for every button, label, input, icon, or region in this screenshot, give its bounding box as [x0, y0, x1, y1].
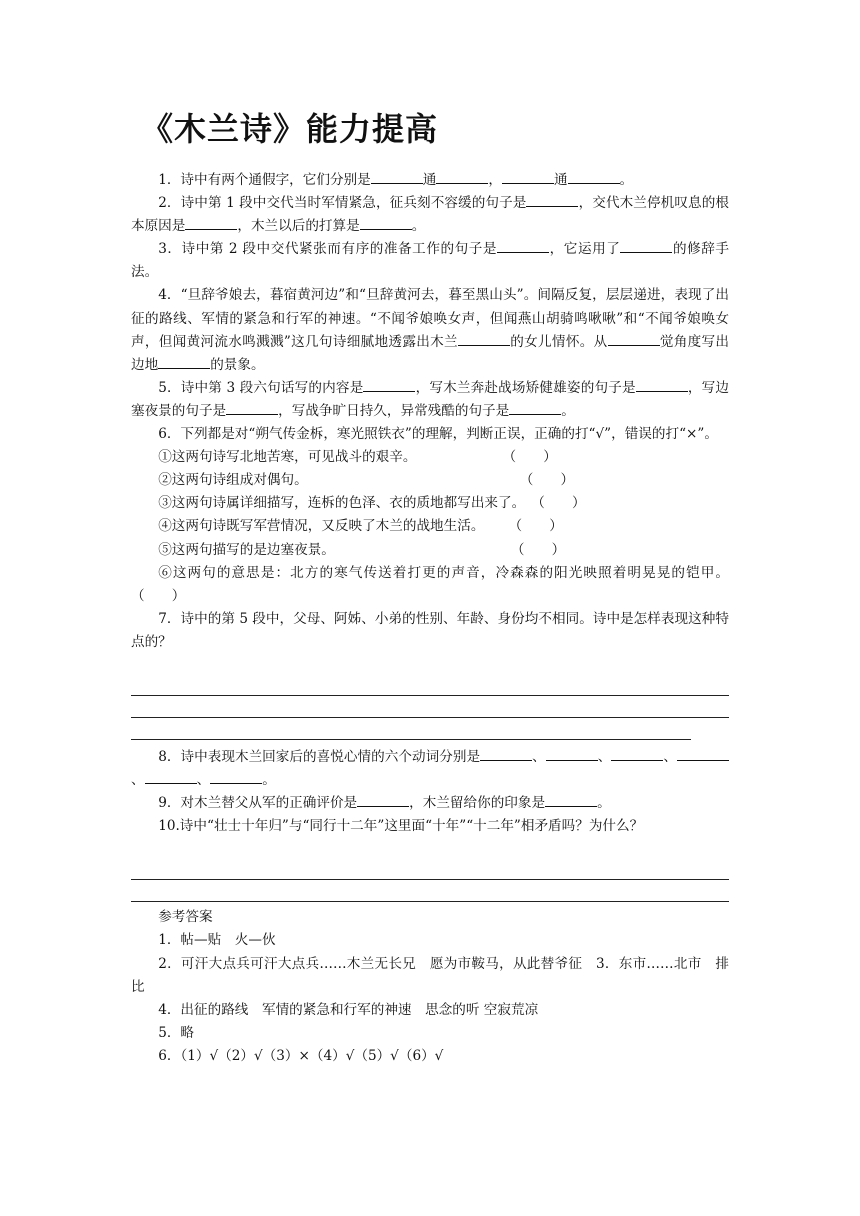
- question-3: 3．诗中第 2 段中交代紧张而有序的准备工作的句子是 ，它运用了 的修辞手法。: [131, 238, 729, 284]
- answer-line[interactable]: [131, 674, 729, 696]
- answer-blank[interactable]: [158, 354, 210, 369]
- question-6-item: ⑤这两句描写的是边塞夜景。 （ ）: [158, 541, 566, 558]
- answer-line[interactable]: [131, 718, 691, 740]
- answer-blank[interactable]: [677, 746, 729, 761]
- answer-blank[interactable]: [608, 331, 660, 346]
- question-6-item: ③这两句诗属详细描写，连柝的色泽、衣的质地都写出来了。 （ ）: [158, 495, 586, 512]
- question-4: 4．“旦辞爷娘去，暮宿黄河边”和“旦辞黄河去，暮至黑山头”。间隔反复，层层递进，表现了出征的路线、军情的紧急和行军的神速。“不闻爷娘唤女声，但闻燕山胡骑鸣啾啾”和“不闻爷娘唤女声，但闻黄河流水鸣溅溅”这几句诗细腻地透露出木兰 的女儿情怀。从 觉角度写出边地 的景象。: [131, 287, 730, 373]
- judgement-bracket[interactable]: （ ）: [510, 541, 566, 558]
- question-6-stem: 6．下列都是对“朔气传金柝，寒光照铁衣”的理解，判断正误，正确的打“√”，错误的打“×”。: [158, 426, 718, 443]
- answer-blank[interactable]: [546, 746, 598, 761]
- answer-line[interactable]: [131, 858, 729, 880]
- answer-blank[interactable]: [360, 215, 412, 230]
- answer-blank[interactable]: [480, 746, 532, 761]
- answer-blank[interactable]: [568, 169, 620, 184]
- answer-blank[interactable]: [363, 377, 415, 392]
- answer-line-text: 4．出征的路线 军情的紧急和行军的神速 思念的听 空寂荒凉: [158, 1001, 539, 1018]
- answer-blank[interactable]: [210, 769, 262, 784]
- question-6-item: ④这两句诗既写军营情况，又反映了木兰的战地生活。 （ ）: [158, 518, 563, 535]
- worksheet-body: [131, 169, 729, 1068]
- answer-blank[interactable]: [509, 400, 561, 415]
- answer-key-heading: 参考答案: [158, 909, 213, 926]
- question-5: 5．诗中第 3 段六句话写的内容是 ，写木兰奔赴战场矫健雄姿的句子是 ，写边塞夜景的句子是 ，写战争旷日持久，异常残酷的句子是 。: [131, 377, 729, 423]
- answer-line-text: 6．（1）√（2）√（3）×（4）√（5）√（6）√: [158, 1047, 444, 1064]
- answer-blank[interactable]: [226, 400, 278, 415]
- question-6-item: ①这两句诗写北地苦寒，可见战斗的艰辛。 （ ）: [158, 449, 557, 466]
- answer-blank[interactable]: [502, 169, 554, 184]
- answer-blank[interactable]: [636, 377, 688, 392]
- question-6-item: ②这两句诗组成对偶句。 （ ）: [158, 472, 575, 489]
- answer-blank[interactable]: [185, 215, 237, 230]
- question-9: 9．对木兰替父从军的正确评价是 ，木兰留给你的印象是 。: [131, 792, 729, 815]
- judgement-bracket[interactable]: （ ）: [519, 472, 575, 489]
- answer-blank[interactable]: [371, 169, 423, 184]
- answer-blank[interactable]: [458, 331, 510, 346]
- answer-key: [131, 906, 729, 1068]
- answer-blank[interactable]: [545, 792, 597, 807]
- question-7: 7．诗中的第 5 段中，父母、阿姊、小弟的性别、年龄、身份均不相同。诗中是怎样表现这种特点的？: [131, 610, 729, 650]
- judgement-bracket[interactable]: （ ）: [502, 449, 557, 466]
- answer-line[interactable]: [131, 880, 729, 902]
- answer-blank[interactable]: [497, 238, 549, 253]
- answer-blank[interactable]: [145, 769, 197, 784]
- judgement-bracket[interactable]: （ ）: [531, 495, 586, 512]
- page-title: 《木兰诗》能力提高: [141, 110, 439, 148]
- answer-line-text: 1．帖—贴 火—伙: [158, 932, 276, 949]
- judgement-bracket[interactable]: （ ）: [508, 518, 563, 535]
- answer-line-text: 2．可汗大点兵可汗大点兵……木兰无长兄 愿为市鞍马，从此替爷征 3．东市……北市 排比: [131, 955, 729, 995]
- answer-blank[interactable]: [357, 792, 409, 807]
- answer-blank[interactable]: [620, 238, 672, 253]
- answer-line[interactable]: [131, 696, 729, 718]
- question-8: 8．诗中表现木兰回家后的喜悦心情的六个动词分别是 、 、 、、 、 。: [131, 746, 729, 792]
- question-10: 10.诗中“壮士十年归”与“同行十二年”这里面“十年”“十二年”相矛盾吗？为什么？: [158, 818, 644, 835]
- question-1: 1．诗中有两个通假字，它们分别是 通 ， 通 。: [131, 169, 729, 192]
- answer-blank[interactable]: [526, 192, 578, 207]
- question-6-item: ⑥这两句的意思是：北方的寒气传送着打更的声音，冷森森的阳光映照着明晃晃的铠甲。（ ）: [131, 564, 729, 604]
- question-2: 2．诗中第 1 段中交代当时军情紧急，征兵刻不容缓的句子是 ，交代木兰停机叹息的根本原因是 ，木兰以后的打算是 。: [131, 192, 729, 238]
- answer-blank[interactable]: [436, 169, 488, 184]
- answer-line-text: 5．略: [158, 1024, 195, 1041]
- judgement-bracket[interactable]: （ ）: [131, 587, 186, 604]
- answer-blank[interactable]: [611, 746, 663, 761]
